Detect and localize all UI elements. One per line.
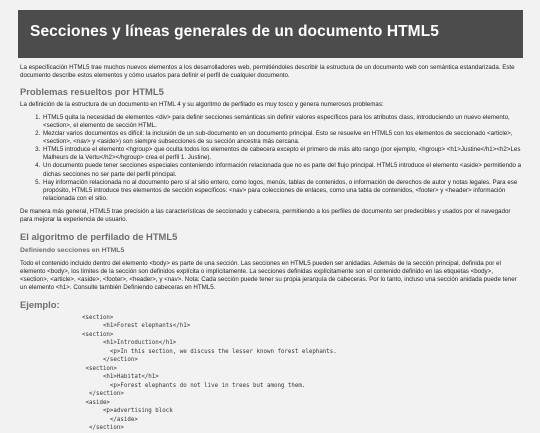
- section-heading-algorithm: El algoritmo de perfilado de HTML5: [20, 230, 178, 242]
- document-body: [20, 64, 522, 433]
- list-item: 4. Un documento puede tener secciones especiales conteniendo información relacionada que no es parte del flujo principal. HTML5 introduce el elemento <aside> permitiendo a dichas secciones no ser parte del perfil principal.: [42, 162, 522, 178]
- intro-paragraph: La especificación HTML5 trae muchos nuevos elementos a los desarrolladores web, permitiéndoles describir la estructura de un documento web con semántica estandarizada. Este documento describe estos elementos y cómo usarlos para definir el perfil de cualquier documento.: [20, 64, 515, 80]
- problems-lead: La definición de la estructura de un documento en HTML 4 y su algoritmo de perfilado es muy tosco y genera numerosos problemas:: [20, 100, 384, 108]
- page-header: [18, 10, 523, 58]
- list-item: 1. HTML5 quita la necesidad de elementos <div> para definir secciones semánticas sin definir valores específicos para los atributos class, introduciendo un nuevo elemento, <section>, el elemento de sección HTML.: [42, 114, 522, 130]
- list-item: 2. Mezclar varios documentos es difícil: la inclusión de un sub-documento en un documento principal. Esto se resuelve en HTML5 con los elementos de seccionado <article>, <section>, <nav> y <aside>) son siempre subsecciones de su sección ancestra más cercana.: [42, 130, 522, 146]
- code-example: <section> <h1>Forest elephants</h1> <section> <h1>Introduction</h1> <p>In this section, we discuss the lesser known forest elephants. </section> <section> <h1>Habitat</h1> <p>Forest elephants do not live in trees but among them. </section> <aside> <p>advertising block </aside> </section>: [82, 314, 337, 432]
- problems-list: [20, 114, 522, 203]
- subheading-defining-sections: Definiendo secciones en HTML5: [20, 246, 125, 254]
- example-heading: Ejemplo:: [20, 298, 60, 310]
- defining-sections-paragraph: Todo el contenido incluido dentro del elemento <body> es parte de una sección. Las secciones en HTML5 pueden ser anidadas. Además de la sección principal, definida por el elemento <body>, los límites de la sección son definidos explícita o implícitamente. La secciones definidas explícitamente son el contenido definido en las etiquetas <body>, <section>, <article>, <aside>, <footer>, <header>, y <nav>. Nota: Cada sección puede tener su propia jerarquía de cabeceras. Por lo tanto, incluso una sección anidada puede tener un elemento <h1>. Consulte también Definiendo cabeceras en HTML5.: [20, 259, 517, 292]
- problems-closing: De manera más general, HTML5 trae precisión a las características de seccionado y cabecera, permitiendo a los perfiles de documento ser predecibles y usados por el navegador para mejorar la experiencia de usuario.: [20, 207, 511, 224]
- section-heading-problems: Problemas resueltos por HTML5: [20, 85, 164, 97]
- page-title: Secciones y líneas generales de un documento HTML5: [30, 23, 439, 40]
- list-item: 3. HTML5 introduce el elemento <hgroup> que oculta todos los elementos de cabecera excepto el primero de más alto rango (por ejemplo, <hgroup> <h1>Justine</h1><h2>Les Malheurs de la Vertu</h2></hgroup> crea el perfil 1. Justine).: [42, 146, 522, 162]
- list-item: 5. Hay información relacionada no al documento pero sí al sitio entero, como logos, menús, tablas de contenidos, o información de derechos de autor y notas legales. Para ese propósito, HTML5 introduce tres elementos de sección específicos: <nav> para colecciones de enlaces, como una tabla de contenidos, <footer> y <header> información relacionada con el sitio.: [42, 179, 522, 203]
